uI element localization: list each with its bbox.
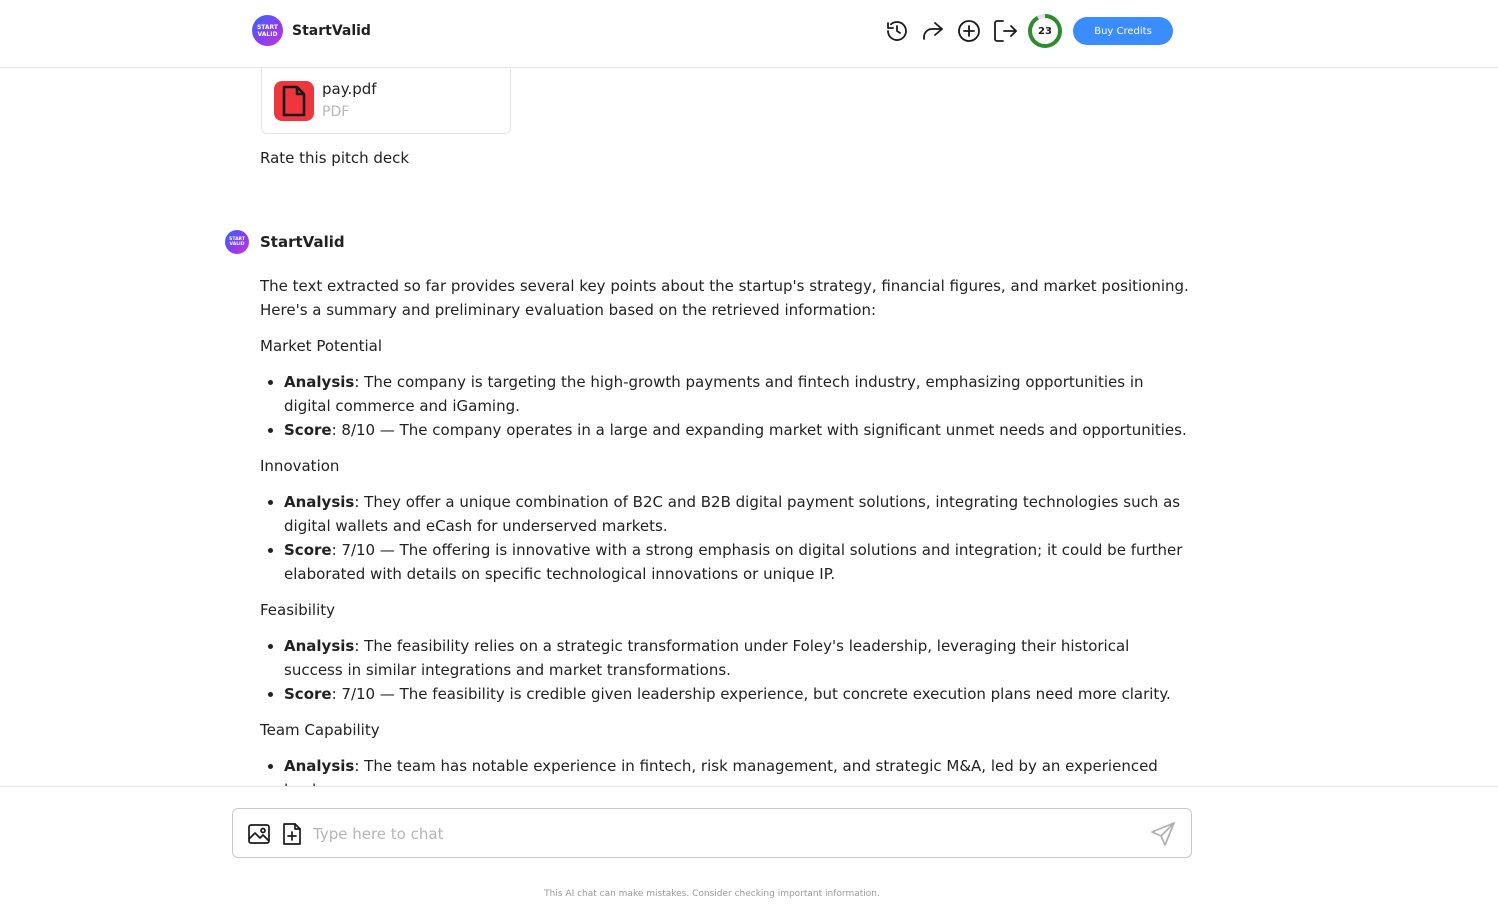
analysis-text: : The company is targeting the high-growth payments and fintech industry, emphasizing opportunities in digital commerce and iGaming. (284, 373, 1144, 415)
bot-name: StartValid (260, 233, 345, 251)
answer-intro: The text extracted so far provides several key points about the startup's strategy, financial figures, and market positioning. Here's a summary and preliminary evaluation based on the retrieved information: (260, 277, 1189, 319)
new-chat-button[interactable] (955, 17, 983, 45)
user-message: Rate this pitch deck (260, 149, 410, 167)
analysis-label: Analysis (284, 637, 355, 655)
logout-icon (992, 18, 1018, 44)
list-item (284, 634, 1190, 682)
credits-count: 23 (1038, 25, 1052, 37)
list-item (284, 418, 1190, 442)
score-text: : 7/10 — The offering is innovative with a strong emphasis on digital solutions and integration; it could be further elaborated with details on specific technological innovations or unique IP. (284, 541, 1183, 583)
share-button[interactable] (919, 17, 947, 45)
attachment-name: pay.pdf (322, 80, 377, 98)
section-title: Market Potential (260, 337, 383, 355)
history-button[interactable] (883, 17, 911, 45)
analysis-label: Analysis (284, 373, 355, 391)
brand-name: StartValid (292, 22, 371, 39)
analysis-label: Analysis (284, 757, 355, 775)
section-title: Innovation (260, 457, 340, 475)
top-header (0, 0, 1498, 68)
score-label: Score (284, 685, 332, 703)
history-icon (885, 19, 909, 43)
upload-image-button[interactable] (247, 822, 271, 846)
chat-scroll-area[interactable] (0, 69, 1498, 786)
chat-footer (0, 786, 1498, 916)
buy-credits-button[interactable]: Buy Credits (1073, 17, 1173, 45)
list-item (284, 490, 1190, 538)
logout-button[interactable] (991, 17, 1019, 45)
send-icon (1150, 821, 1176, 847)
share-icon (920, 19, 946, 43)
brand[interactable] (252, 15, 371, 46)
logo-text-line1: START (256, 23, 279, 31)
section-list (284, 634, 1190, 706)
logo-text-line2: VALID (257, 30, 278, 38)
chat-input-box[interactable] (232, 808, 1192, 858)
pdf-file-icon (274, 81, 314, 121)
chat-input[interactable] (313, 821, 1133, 847)
score-label: Score (284, 421, 332, 439)
section-title: Feasibility (260, 601, 335, 619)
score-text: : 7/10 — The feasibility is credible given leadership experience, but concrete execution plans need more clarity. (331, 685, 1171, 703)
bot-avatar-line1: START (229, 237, 245, 242)
disclaimer: This AI chat can make mistakes. Consider checking important information. (544, 889, 880, 899)
file-add-icon (281, 822, 303, 846)
section-list (284, 370, 1190, 442)
brand-logo (252, 15, 283, 46)
image-icon (247, 822, 271, 846)
list-item (284, 682, 1190, 706)
bot-avatar-line2: VALID (229, 242, 245, 247)
analysis-text: : The feasibility relies on a strategic transformation under Foley's leadership, leveraging their historical success in similar integrations and market transformations. (284, 637, 1130, 679)
section-list (284, 490, 1190, 586)
attachment-type: PDF (322, 104, 350, 120)
list-item (284, 370, 1190, 418)
analysis-label: Analysis (284, 493, 355, 511)
section-title: Team Capability (260, 721, 380, 739)
credits-indicator[interactable] (1027, 13, 1063, 49)
score-text: : 8/10 — The company operates in a large and expanding market with significant unmet needs and opportunities. (331, 421, 1187, 439)
list-item (284, 538, 1190, 586)
header-toolbar (883, 13, 1173, 49)
upload-file-button[interactable] (280, 822, 304, 846)
send-button[interactable] (1149, 820, 1177, 848)
analysis-text: : The team has notable experience in fintech, risk management, and strategic M&A, led by an experienced (354, 757, 1158, 775)
analysis-text: : They offer a unique combination of B2C and B2B digital payment solutions, integrating technologies such as digital wallets and eCash for underserved markets. (284, 493, 1181, 535)
bot-avatar (225, 230, 249, 254)
attachment-card[interactable] (261, 69, 511, 134)
new-chat-icon (957, 19, 981, 43)
score-label: Score (284, 541, 332, 559)
bot-answer (260, 274, 1190, 814)
